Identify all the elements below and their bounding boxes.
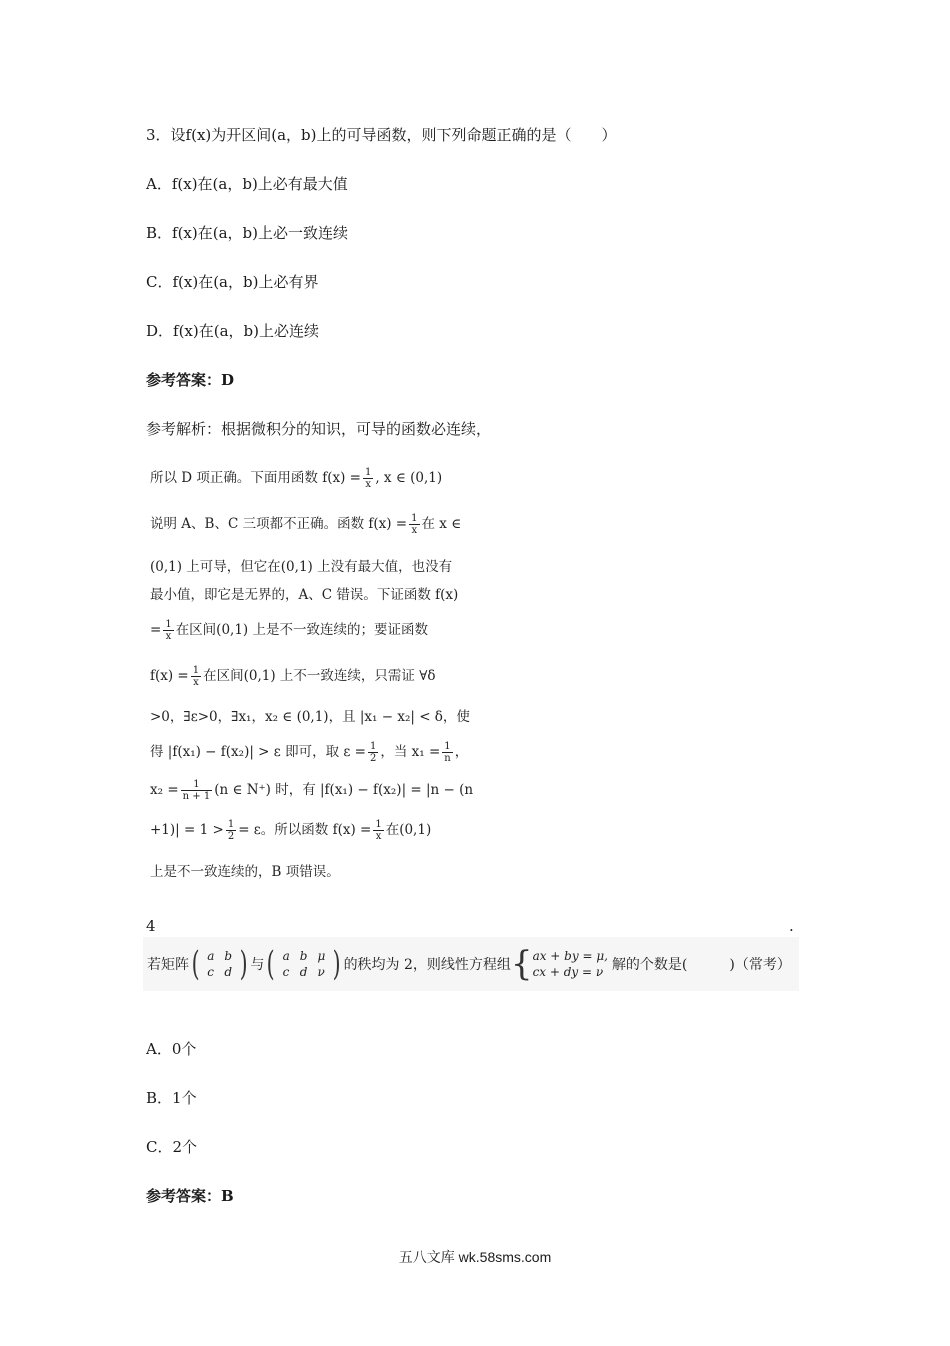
scan-line-10: +1)| = 1 > $\frac{1}{2}$ = ε。所以函数 f(x) = $\frac{1}{x}$ 在(0,1) [150, 819, 432, 842]
scan-line-7: >0，∃ε>0，∃x₁，x₂ ∈ (0,1)，且 |x₁ − x₂| < δ，使 [150, 709, 470, 725]
q4-number: 4 [146, 917, 156, 935]
fraction: $\frac{1}{n + 1}$ [182, 779, 211, 802]
scan-line-1: 所以 D 项正确。下面用函数 f(x) = $\frac{1}{x}$ , x ∈ (0,1) [150, 467, 443, 490]
scan-line-5: = $\frac{1}{x}$ 在区间(0,1) 上是不一致连续的；要证函数 [150, 619, 428, 642]
matrix-2x3: a b μ c d ν [282, 949, 326, 979]
scan-line-4: 最小值，即它是无界的，A、C 错误。下证函数 f(x) [150, 587, 459, 603]
q4-dot: . [789, 917, 794, 935]
q3-analysis: 参考解析：根据微积分的知识，可导的函数必连续， [146, 420, 492, 438]
q3-option-c: C．f(x)在(a，b)上必有界 [146, 273, 319, 291]
scan-line-9: x₂ = $\frac{1}{n + 1}$ (n ∈ N⁺) 时，有 |f(x₁) − f(x₂)| = |n − (n [150, 779, 474, 802]
q3-option-d: D．f(x)在(a，b)上必连续 [146, 322, 319, 340]
fraction: $\frac{1}{x}$ [375, 819, 382, 842]
matrix-2x2: a b c d [207, 949, 233, 979]
q4-option-b: B．1个 [146, 1089, 197, 1107]
q4-option-c: C．2个 [146, 1138, 198, 1156]
fraction: $\frac{1}{x}$ [364, 467, 372, 490]
q4-stem: 若矩阵 ( a b c d ) 与 ( a b μ c d ν ) 的秩均为 2，则线性方程组 { ax + by = μ, cx + dy = ν 解的个数是( )（常考） [147, 944, 791, 984]
footer-source: 五八文库 wk.58sms.com [398, 1249, 552, 1265]
q4-answer: 参考答案：B [146, 1187, 234, 1205]
fraction: $\frac{1}{2}$ [227, 819, 235, 842]
scan-line-2: 说明 A、B、C 三项都不正确。函数 f(x) = $\frac{1}{x}$ 在 x ∈ [150, 513, 462, 536]
equation-system: ax + by = μ, cx + dy = ν [532, 949, 608, 979]
scan-line-3: (0,1) 上可导，但它在(0,1) 上没有最大值，也没有 [150, 559, 453, 575]
scan-line-6: f(x) = $\frac{1}{x}$ 在区间(0,1) 上不一致连续，只需证 ∀δ [150, 665, 436, 688]
fraction: $\frac{1}{2}$ [369, 741, 377, 764]
scan-line-8: 得 |f(x₁) − f(x₂)| > ε 即可，取 ε = $\frac{1}{2}$ ，当 x₁ = $\frac{1}{n}$ ， [150, 741, 469, 764]
fraction: $\frac{1}{n}$ [444, 741, 451, 764]
q3-option-a: A．f(x)在(a，b)上必有最大值 [146, 175, 348, 193]
q3-answer: 参考答案：D [146, 371, 235, 389]
scan-line-11: 上是不一致连续的，B 项错误。 [150, 864, 340, 880]
q3-option-b: B．f(x)在(a，b)上必一致连续 [146, 224, 348, 242]
fraction: $\frac{1}{x}$ [411, 513, 418, 536]
fraction: $\frac{1}{x}$ [192, 665, 200, 688]
q4-option-a: A．0个 [146, 1040, 197, 1058]
q3-stem: 3．设f(x)为开区间(a，b)上的可导函数，则下列命题正确的是（ ） [146, 126, 617, 144]
fraction: $\frac{1}{x}$ [165, 619, 172, 642]
